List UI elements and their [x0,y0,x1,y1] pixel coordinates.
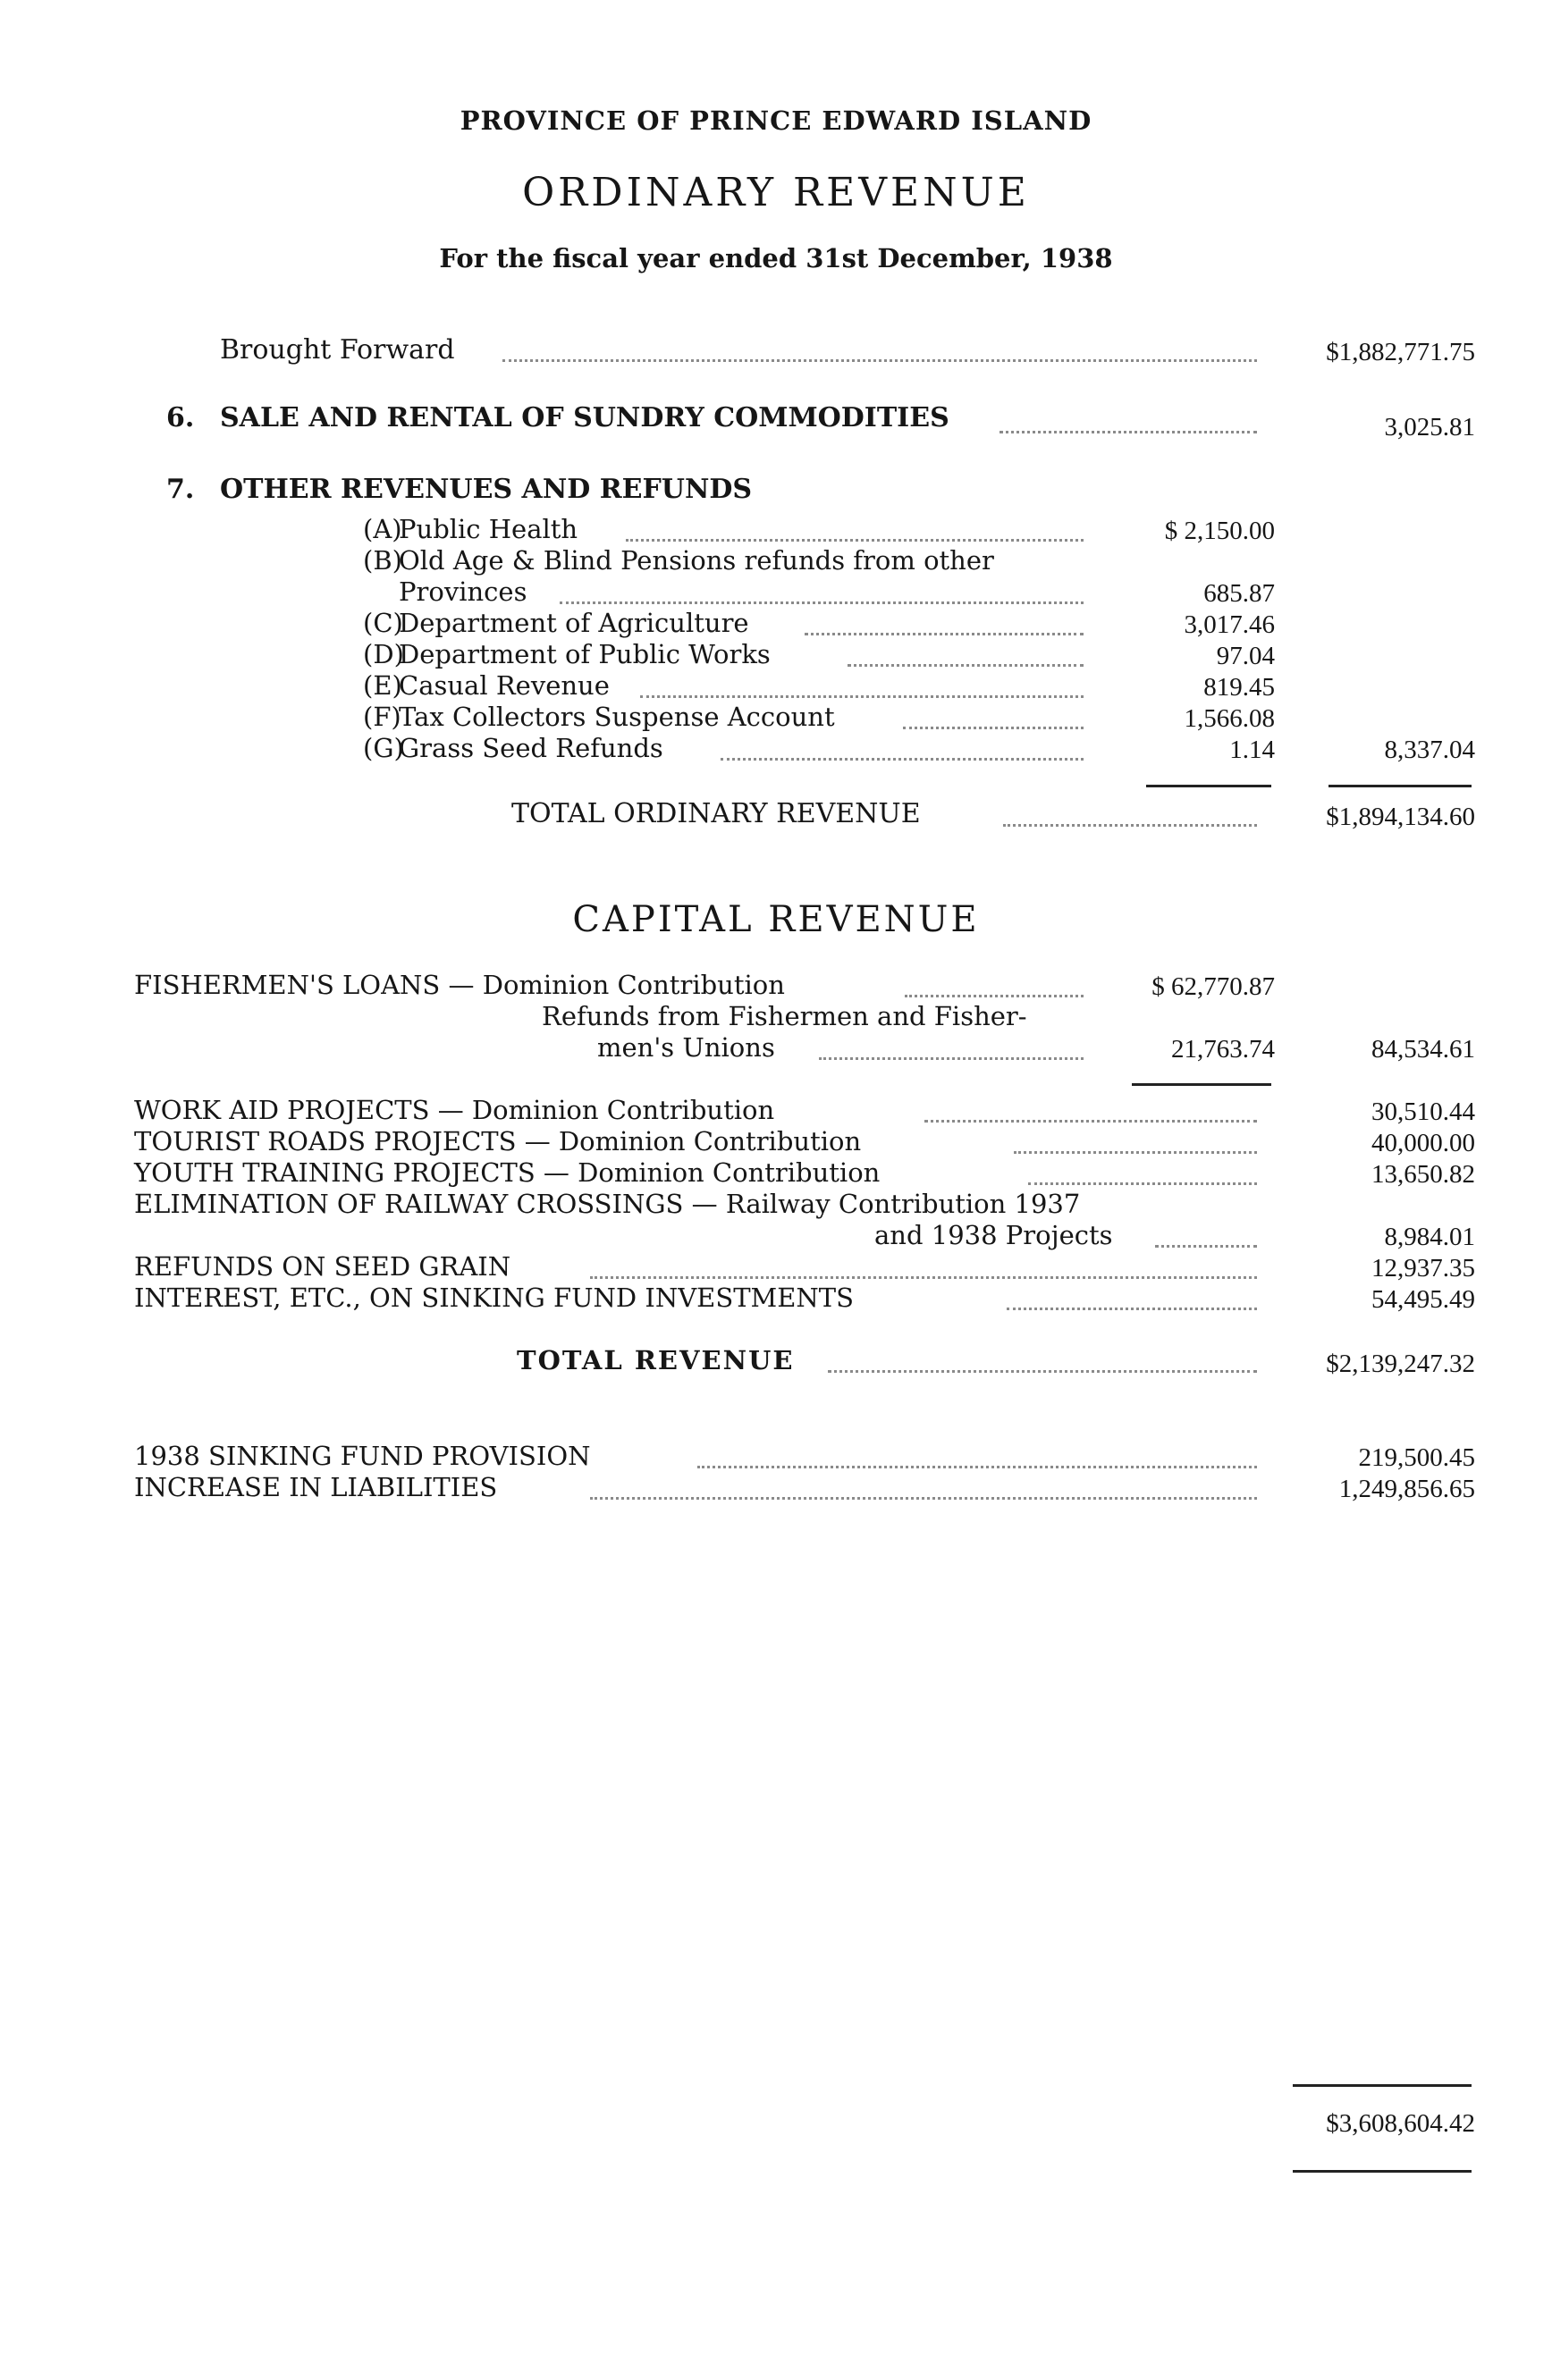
item-label-agriculture: Department of Agriculture [399,608,749,638]
item-amount: 1.14 [1229,736,1275,764]
fishermen-refunds-label: Refunds from Fishermen and Fisher- [542,1001,1027,1031]
tourist-roads-label: TOURIST ROADS PROJECTS — Dominion Contribution [134,1126,862,1156]
item-label-casual-revenue: Casual Revenue [399,670,610,701]
total-ordinary-amount: $1,894,134.60 [1326,803,1475,831]
dot-leader [924,1120,1257,1123]
tourist-roads-amount: 40,000.00 [1371,1129,1475,1157]
section-6-label: SALE AND RENTAL OF SUNDRY COMMODITIES [220,402,949,433]
railway-crossings-label-cont: and 1938 Projects [874,1220,1113,1250]
item-amount: $ 2,150.00 [1164,517,1275,545]
grand-total-rule-bottom [1293,2170,1472,2173]
item-amount: 819.45 [1203,673,1275,702]
subtotal-rule [1146,785,1271,787]
item-letter: (D) [363,639,404,669]
dot-leader [721,758,1084,761]
item-letter: (E) [363,670,402,701]
dot-leader [590,1497,1257,1500]
section-7-total: 8,337.04 [1384,736,1475,764]
seed-grain-amount: 12,937.35 [1371,1254,1475,1283]
total-revenue-amount: $2,139,247.32 [1326,1350,1475,1378]
item-letter: (B) [363,545,402,576]
item-letter: (F) [363,702,401,732]
subtotal-rule [1328,785,1472,787]
grand-total-amount: $3,608,604.42 [1326,2109,1475,2138]
dot-leader [1155,1245,1257,1248]
item-amount: 685.87 [1203,579,1275,608]
grand-total-rule-top [1293,2084,1472,2087]
dot-leader [1007,1308,1257,1310]
fishermen-loans-label: FISHERMEN'S LOANS — Dominion Contribution [134,970,785,1000]
fishermen-refunds-label-cont: men's Unions [597,1032,775,1063]
dot-leader [626,539,1084,542]
section-7-label: OTHER REVENUES AND REFUNDS [220,474,753,505]
dot-leader [560,601,1084,604]
sinking-fund-label: 1938 SINKING FUND PROVISION [134,1441,591,1471]
dot-leader [590,1276,1257,1279]
fishermen-dominion-amount: $ 62,770.87 [1151,972,1275,1001]
dot-leader [1000,431,1257,433]
page-title: ORDINARY REVENUE [522,170,1030,215]
total-revenue-label: TOTAL REVENUE [517,1345,795,1375]
railway-crossings-label: ELIMINATION OF RAILWAY CROSSINGS — Railway Contribution 1937 [134,1189,1081,1219]
dot-leader [805,633,1084,635]
dot-leader [640,695,1084,698]
brought-forward-amount: $1,882,771.75 [1326,338,1475,366]
item-letter: (C) [363,608,403,638]
item-amount: 3,017.46 [1184,610,1275,639]
youth-training-amount: 13,650.82 [1371,1160,1475,1189]
youth-training-label: YOUTH TRAINING PROJECTS — Dominion Contribution [134,1157,881,1188]
dot-leader [697,1466,1257,1468]
fiscal-year-subtitle: For the fiscal year ended 31st December, 1938 [439,243,1113,273]
seed-grain-label: REFUNDS ON SEED GRAIN [134,1251,511,1282]
item-amount: 97.04 [1216,642,1275,670]
fishermen-total: 84,534.61 [1371,1035,1475,1064]
liabilities-label: INCREASE IN LIABILITIES [134,1472,498,1502]
dot-leader [905,995,1084,997]
dot-leader [1003,824,1257,827]
dot-leader [903,727,1084,729]
item-label-public-health: Public Health [399,514,578,544]
capital-revenue-heading: CAPITAL REVENUE [572,899,980,940]
item-letter: (G) [363,733,404,763]
work-aid-amount: 30,510.44 [1371,1097,1475,1126]
section-6-number: 6. [166,402,195,433]
interest-label: INTEREST, ETC., ON SINKING FUND INVESTMENTS [134,1283,855,1313]
fishermen-refunds-amount: 21,763.74 [1171,1035,1275,1064]
brought-forward-label: Brought Forward [220,334,455,366]
item-label-tax-collectors: Tax Collectors Suspense Account [399,702,835,732]
subtotal-rule [1132,1083,1271,1086]
item-label-grass-seed: Grass Seed Refunds [399,733,663,763]
province-heading: PROVINCE OF PRINCE EDWARD ISLAND [460,105,1092,136]
interest-amount: 54,495.49 [1371,1285,1475,1314]
item-letter: (A) [363,514,402,544]
work-aid-label: WORK AID PROJECTS — Dominion Contribution [134,1095,775,1125]
dot-leader [502,359,1257,362]
total-ordinary-label: TOTAL ORDINARY REVENUE [511,798,921,829]
item-label-public-works: Department of Public Works [399,639,771,669]
item-label-pensions: Old Age & Blind Pensions refunds from other [399,545,994,576]
liabilities-amount: 1,249,856.65 [1338,1475,1475,1503]
dot-leader [1014,1151,1257,1154]
railway-crossings-amount: 8,984.01 [1384,1223,1475,1251]
dot-leader [819,1057,1084,1060]
section-6-amount: 3,025.81 [1384,413,1475,442]
dot-leader [1028,1182,1257,1185]
dot-leader [848,664,1084,667]
section-7-number: 7. [166,474,195,505]
item-label-pensions-cont: Provinces [399,576,527,607]
sinking-fund-amount: 219,500.45 [1358,1443,1475,1472]
item-amount: 1,566.08 [1184,704,1275,733]
dot-leader [828,1370,1257,1373]
